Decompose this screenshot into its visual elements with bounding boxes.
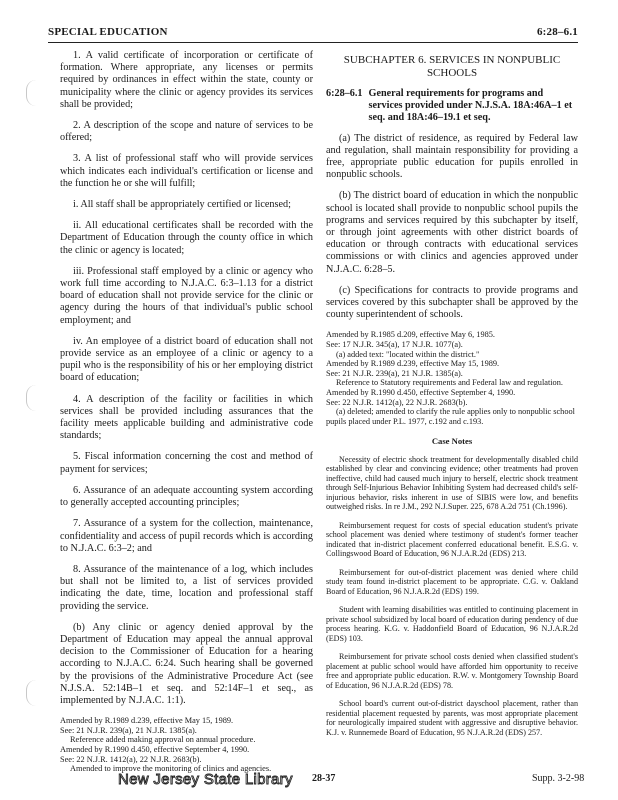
supplement-date: Supp. 3-2-98 — [532, 773, 585, 784]
paragraph: 1. A valid certificate of incorporation or certificate of formation. Where appropriate, any licenses or permits required by ordinances in effect within the state, county or municipality where the clinic or agency provides its services shall be provided; — [60, 50, 313, 110]
paragraph: (c) Specifications for contracts to provide programs and services covered by this subchapter shall be approved by the county superintendent of schools. — [326, 284, 578, 321]
history-note: See: 17 N.J.R. 345(a), 17 N.J.R. 1077(a). — [326, 340, 463, 350]
section-heading — [326, 88, 578, 125]
case-notes-heading: Case Notes — [431, 436, 473, 447]
margin-bracket-mark — [26, 385, 41, 411]
left-column — [60, 50, 313, 774]
paragraph: (a) The district of residence, as required by Federal law and regulation, shall maintain responsibility for providing a free, appropriate public education for pupils enrolled in nonpublic schools. — [326, 132, 578, 181]
header-title: SPECIAL EDUCATION — [48, 26, 168, 38]
library-stamp: New Jersey State Library — [118, 771, 293, 788]
history-note: Reference added making approval on annual procedure. — [70, 735, 256, 745]
case-note: Reimbursement for private school costs denied when classified student's placement at public school would have afforded him opportunity to receive free and appropriate public education. R.W. v. Montgomery Township Board of Education, 96 N.J.A.R.2d (EDS) 78. — [326, 652, 578, 690]
paragraph: 6. Assurance of an adequate accounting system according to generally accepted accounting principles; — [60, 484, 313, 509]
section-number: 6:28–6.1 — [326, 88, 363, 99]
case-note: Student with learning disabilities was entitled to continuing placement in private school subsidized by local board of education during pendency of due process hearing. K.G. v. Haddonfield Board of Education, 96 N.J.A.R.2d (EDS) 103. — [326, 605, 578, 643]
paragraph: 3. A list of professional staff who will provide services which indicates each individual's certification or license and the function he or she will fulfill; — [60, 153, 313, 189]
header-rule — [48, 42, 578, 43]
history-note: See: 21 N.J.R. 239(a), 21 N.J.R. 1385(a). — [60, 725, 197, 735]
case-note: School board's current out-of-district dayschool placement, rather than residential placement requested by parents, was most appropriate placement for neurologically impaired student with aggressive and disruptive behavior. K.J. v. Runnemede Board of Education, 95 N.J.A.R.2d (EDS) 257. — [326, 699, 578, 737]
history-note: (a) deleted; amended to clarify the rule applies only to nonpublic school pupils placed under P.L. 1977, c.192 and c.193. — [326, 407, 575, 426]
case-note: Necessity of electric shock treatment for developmentally disabled child established by clear and convincing evidence; other treatments had proven ineffective, child had caused much injury to herself, electric shock treatment through Self-Injurious Behavior Inhibiting System had decreased child's self-injurious behavior, risks inherent in use of SIBIS were low, and benefits outweighed risks. In re J.M., 292 N.J.Super. 225, 678 A.2d 751 (Ch.1996). — [326, 454, 578, 512]
history-note: Amended to improve the monitoring of clinics and agencies. — [70, 764, 272, 774]
paragraph: 4. A description of the facility or facilities in which services shall be provided including assurances that the facility meets applicable building and administrative code standards; — [60, 393, 313, 442]
paragraph: iv. An employee of a district board of education shall not provide service as an employee of a clinic or agency to a pupil who is the responsibility of his or her employing district board of education; — [60, 335, 313, 384]
page-number: 28-37 — [312, 773, 336, 784]
history-note: See: 22 N.J.R. 1412(a), 22 N.J.R. 2683(b). — [326, 397, 468, 407]
history-note: Reference to Statutory requirements and Federal law and regulation. — [336, 378, 563, 388]
paragraph: (b) Any clinic or agency denied approval by the Department of Education may appeal the annual approval decision to the Commissioner of Education for a hearing according to N.J.A.C. 6:24. Such hearing shall be governed by the provisions of the Administrative Procedure Act (see N.J.S.A. 52:14B–1 et seq. and 52:14F–1 et seq., as implemented by N.J.A.C. 1:1). — [60, 621, 313, 706]
section-title: General requirements for programs and services provided under N.J.S.A. 18A:46A–1 et seq. and 18A:46–19.1 et seq. — [368, 88, 573, 124]
margin-bracket-mark — [26, 680, 41, 706]
amendment-history — [326, 330, 578, 426]
paragraph: iii. Professional staff employed by a clinic or agency who work full time according to N.J.A.C. 6:3–1.13 for a district board of education shall not provide service for the clinic or agency during the hours of that individual's public school employment; and — [60, 265, 313, 326]
paragraph: (b) The district board of education in which the nonpublic school is located shall provide to nonpublic school pupils the programs and services required by this subchapter by itself, or through joint agreements with other district boards of education or through contracts with educational services commissions or with clinics and agencies approved under N.J.A.C. 6:28–5. — [326, 190, 578, 275]
history-note: (a) added text: "located within the district." — [336, 349, 480, 359]
history-note: Amended by R.1990 d.450, effective September 4, 1990. — [60, 744, 250, 754]
page-footer — [0, 771, 618, 791]
amendment-history — [60, 716, 313, 774]
history-note: Amended by R.1989 d.239, effective May 15, 1989. — [326, 359, 500, 369]
right-column — [326, 50, 578, 746]
history-note: Amended by R.1989 d.239, effective May 15, 1989. — [60, 716, 234, 726]
paragraph: 7. Assurance of a system for the collection, maintenance, confidentiality and access of pupil records which is according to N.J.A.C. 6:3–2; and — [60, 518, 313, 554]
paragraph: i. All staff shall be appropriately certified or licensed; — [73, 199, 291, 211]
history-note: See: 22 N.J.R. 1412(a), 22 N.J.R. 2683(b). — [60, 754, 202, 764]
paragraph: 2. A description of the scope and nature of services to be offered; — [60, 120, 313, 144]
history-note: See: 21 N.J.R. 239(a), 21 N.J.R. 1385(a). — [326, 368, 463, 378]
subchapter-heading: SUBCHAPTER 6. SERVICES IN NONPUBLIC SCHOOLS — [343, 54, 561, 79]
paragraph: 8. Assurance of the maintenance of a log, which includes but shall not be limited to, a list of services provided indicating the date, time, location and professional staff providing the service. — [60, 563, 313, 612]
running-header — [48, 26, 578, 42]
paragraph: ii. All educational certificates shall be recorded with the Department of Education through the county office in which the clinic or agency is located; — [60, 220, 313, 256]
paragraph: 5. Fiscal information concerning the cost and method of payment for services; — [60, 451, 313, 475]
history-note: Amended by R.1990 d.450, effective September 4, 1990. — [326, 388, 516, 398]
history-note: Amended by R.1985 d.209, effective May 6, 1985. — [326, 330, 495, 340]
margin-bracket-mark — [26, 80, 41, 106]
header-section-range: 6:28–6.1 — [536, 26, 578, 38]
case-note: Reimbursement for out-of-district placement was denied where child study team found in-district placement to be appropriate. C.G. v. Oakland Board of Education, 96 N.J.A.R.2d (EDS) 199. — [326, 567, 578, 596]
case-note: Reimbursement request for costs of special education student's private school placement was denied where testimony of student's former teacher indicated that in-district placement conferred educational benefit. E.S.G. v. Collingswood Board of Education, 96 N.J.A.R.2d (EDS) 213. — [326, 520, 578, 559]
